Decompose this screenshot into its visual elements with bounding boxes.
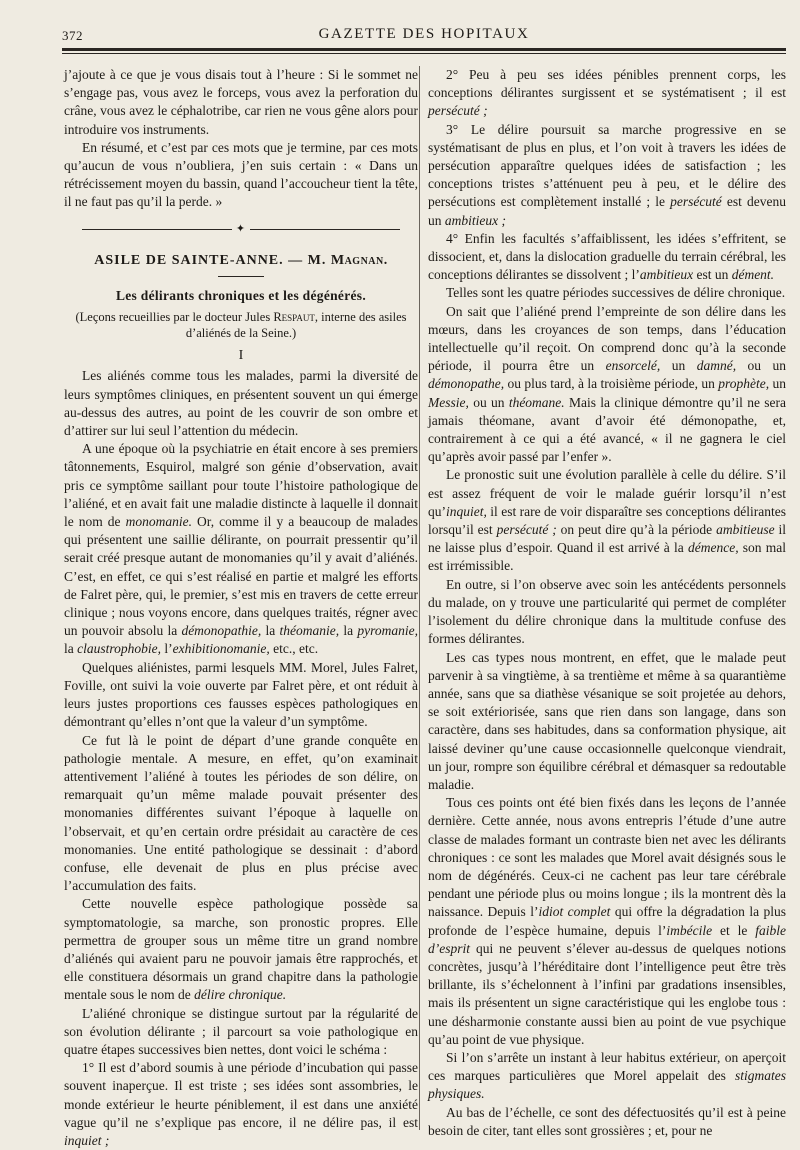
paragraph: Ce fut là le point de départ d’une grande conquête en pathologie mentale. A mesure, en effet, qu’on examinait attentivement l’aliéné à toutes les périodes de son délire, on remarquait qu’un même malade pouvait présenter des monomanies différentes suivant l’époque à laquelle on l’observait, et qu’en certain ordre présidait au caractère de ces monomanies. Une entité pathologique se dessinait : d’abord confuse, elle devenait de plus en plus précise avec l’accumulation des faits. <box>64 732 418 894</box>
paragraph: Au bas de l’échelle, ce sont des défectuosités qu’il est à peine besoin de citer, tant elles sont grossières ; et, pour ne <box>428 1104 786 1138</box>
left-column <box>64 66 418 1150</box>
text: 1° Il est d’abord soumis à une période d’incubation qui passe souvent inaperçue. Il est triste ; ses idées sont assombries, le monde extérieur le heurte péniblement, il est dans une anxiété vague qu’il ne s’explique pas encore, il ne délire pas, il est <box>64 1060 418 1130</box>
text: 3° Le délire poursuit sa marche progressive en se systématisant de plus en plus, et l’on voit à travers les idées de persécution apparaître quelques idées de satisfaction ; les conceptions tristes s’atténuent peu à peu, et le délire des persécutions est complètement installé ; le <box>428 121 786 210</box>
paragraph <box>428 1049 786 1104</box>
italic-term: inquiet, <box>446 503 487 519</box>
italic-term: claustrophobie, <box>77 641 161 657</box>
paragraph: j’ajoute à ce que je vous disais tout à l’heure : Si le sommet ne s’engage pas, vous avez le forceps, vous avez la perforation du crâne, vous avez le céphalotribe, car rien ne vous gêne alors pour introduire vos instruments. <box>64 67 418 137</box>
page-number: 372 <box>62 28 83 43</box>
italic-term: ambitieux ; <box>444 212 506 228</box>
text: il est rare de voir disparaître ses conceptions délirantes lorsqu’il est <box>428 503 786 538</box>
text: Cette nouvelle espèce pathologique possède sa symptomatologie, sa marche, son pronostic propres. Elle permettra de grouper sous un même titre un grand nombre d’aliénés qui avaient paru ne pouvoir jamais être rapprochés, et elle constituera désormais un grand chapitre dans la pathologie mentale sous le nom de <box>64 896 418 1003</box>
paragraph: En résumé, et c’est par ces mots que je termine, par ces mots qu’aucun de vous n’oubliera, j’en suis certain : « Dans un rétrécissement moyen du bassin, quand l’accoucheur tient la tête, il ne faut pas qu’il la perde. » <box>64 139 418 210</box>
paragraph <box>428 66 786 121</box>
lecture-note-text: interne des asiles d’aliénés de la Seine.) <box>185 310 407 341</box>
text: il ne laisse plus d’espoir. Quand il est arrivé à la <box>428 522 787 556</box>
paragraph <box>428 121 786 230</box>
right-column <box>428 66 786 1140</box>
page-header <box>62 20 786 42</box>
text: Le pronostic suit une évolution parallèle à celle du délire. S’il est assez fréquent de voir le malade guérir lorsqu’il n’est qu’ <box>428 467 786 519</box>
text: etc., etc. <box>273 641 319 657</box>
text: un <box>671 358 686 374</box>
text: la <box>265 623 276 639</box>
italic-term: dément. <box>731 267 775 283</box>
italic-term: Messie, <box>428 394 469 410</box>
paragraph <box>64 1059 418 1150</box>
italic-term: persécuté ; <box>496 522 557 538</box>
lecture-note <box>64 309 418 341</box>
italic-term: théomane. <box>508 394 565 410</box>
text: Tous ces points ont été bien fixés dans les leçons de l’année dernière. Cette année, nous avons entrepris l’étude d’une autre classe de malades formant un contraste bien net avec les délirants chroniques : ce sont les malades que Morel avait désignés sous le nom de dégénérés. Ceux-ci ne cachent pas leur tare cérébrale pendant une période plus ou moins longue ; ils la montrent dès la naissance. Depuis l’ <box>428 795 786 920</box>
paragraph <box>64 895 418 1004</box>
italic-term: démonopathe, <box>428 376 505 392</box>
text: A une époque où la psychiatrie en était encore à ses premiers tâtonnements, Esquirol, malgré son génie d’observation, avait pris ce symptôme saillant pour toute l’histoire pathologique de l’aliéné, et en avait fait une maladie distincte à laquelle il donnait le nom de <box>64 441 418 530</box>
italic-term: démence, <box>687 540 739 556</box>
italic-term: pyromanie, <box>357 623 418 639</box>
header-rule-thick <box>62 48 786 51</box>
italic-term: faible d’esprit <box>428 922 786 956</box>
text: ou un <box>747 358 787 374</box>
italic-term: démonopathie, <box>181 623 262 639</box>
text: et le <box>720 922 748 938</box>
text: ou plus tard, à la troisième période, un <box>507 376 715 392</box>
paragraph: En outre, si l’on observe avec soin les antécédents personnels du malade, on y trouve une particularité qui permet de compléter l’isolement du délire chronique dans la multitude confuse des formes délirantes. <box>428 576 786 647</box>
article-subtitle: Les délirants chroniques et les dégénérés. <box>115 288 367 304</box>
text: 4° Enfin les facultés s’affaiblissent, les idées s’effritent, se dissocient, et, dans la dislocation graduelle du terrain cérébral, les conceptions délirantes se dissolvent ; l’ <box>428 230 786 283</box>
lecture-author: Respaut, <box>273 310 318 325</box>
paragraph <box>428 230 786 285</box>
text: ou un <box>473 394 505 410</box>
italic-term: ambitieuse <box>716 522 775 538</box>
text: la <box>64 641 74 657</box>
italic-term: théomanie, <box>279 623 340 639</box>
text: est un <box>696 267 729 283</box>
paragraph: Quelques aliénistes, parmi lesquels MM. Morel, Jules Falret, Foville, ont suivi la voie ouverte par Falret père, et ont réduit à leurs justes proportions ces fausses espèces pathologiques en démontrant qu’elles n’ont que la valeur d’un symptôme. <box>64 659 418 730</box>
section-title-text: ASILE DE SAINTE-ANNE. — M. <box>94 252 327 268</box>
paragraph <box>428 466 786 575</box>
text: qui offre la dégradation la plus profonde de l’espèce humaine, depuis l’ <box>428 904 787 938</box>
paragraph: L’aliéné chronique se distingue surtout par la régularité de son évolution délirante ; il parcourt sa voie pathologique en quatre étapes successives bien nettes, dont voici le schéma : <box>64 1005 418 1057</box>
italic-term: stigmates physiques. <box>428 1068 786 1102</box>
column-divider <box>419 66 420 1130</box>
italic-term: ambitieux <box>639 267 694 283</box>
lecture-note-text: (Leçons recueillies par le docteur Jules <box>75 310 271 325</box>
text: son mal est irrémissible. <box>428 540 787 574</box>
header-rule-thin <box>62 53 786 54</box>
text: est devenu un <box>428 194 787 228</box>
italic-term: ensorcelé, <box>605 358 661 374</box>
italic-term: prophète, <box>718 376 770 392</box>
paragraph <box>428 303 786 467</box>
text: On sait que l’aliéné prend l’empreinte de son délire dans les mœurs, dans les croyances de son temps, dans l’éducation intellectuelle qu’il reçoit. On comprend donc qu’à la seconde période, il pourra être un <box>428 303 786 374</box>
italic-term: monomanie. <box>125 514 192 530</box>
section-title <box>64 252 418 270</box>
text: un <box>772 376 787 392</box>
italic-term: imbécile <box>666 922 713 938</box>
text: la <box>343 623 354 639</box>
paragraph: Les aliénés comme tous les malades, parmi la diversité de leurs symptômes cliniques, en présentent souvent un qui émerge au-dessus des autres, au point de les couvrir de son ombre et d’attirer sur lui seul l’attention du médecin. <box>64 368 418 439</box>
text: Or, comme il y a beaucoup de malades qui présentent une saillie délirante, on pourrait pressentir qu’il serait créé presque autant de monomanies qu’il y avait d’aliénés. C’est, en effet, ce qui s’est réalisé en partie et malgré les efforts de Falret père, qui, le premier, s’est mis en travers de cette erreur clinique ; nous voyons encore, dans quelques traités, régner avec un pouvoir absolu la <box>64 514 419 639</box>
paragraph <box>428 794 786 1049</box>
italic-term: délire chronique. <box>194 987 287 1003</box>
chapter-numeral: I <box>238 348 244 364</box>
title-rule <box>218 276 264 277</box>
section-author: Magnan. <box>330 252 388 268</box>
italic-term: damné, <box>696 358 737 374</box>
text: on peut dire qu’à la période <box>560 522 713 538</box>
italic-term: persécuté ; <box>428 103 488 119</box>
text: Mais la clinique démontre qu’il ne sera jamais théomane, avant d’avoir été démonopathe, et, contrairement à ce qui a été avancé, « il ne gagnera le ciel qu’après avoir passé par l’enfer ». <box>428 394 787 465</box>
text: qui ne peuvent s’élever au-dessus de quelques notions concrètes, jusqu’à l’héréditaire dont l’intelligence peut être très brillante, ils s’échelonnent à l’infini par gradations insensibles, mais ils présentent un signe caractéristique qui les englobe tous : une désharmonie constante aussi bien au point de vue psychique qu’au point de vue physique. <box>428 940 786 1047</box>
italic-term: idiot complet <box>538 904 611 920</box>
paragraph <box>64 440 418 658</box>
italic-term: exhibitionomanie, <box>172 641 270 657</box>
text: Si l’on s’arrête un instant à leur habitus extérieur, on aperçoit ces marques particulières que Morel appelait des <box>428 1049 786 1084</box>
italic-term: persécuté <box>670 194 722 210</box>
text: l’ <box>164 641 173 657</box>
paragraph: Telles sont les quatre périodes successives de délire chronique. <box>446 285 786 301</box>
section-separator: ✦ <box>64 220 418 238</box>
text: 2° Peu à peu ses idées pénibles prennent corps, les conceptions délirantes surgissent et se systématisent ; il est <box>428 67 786 101</box>
journal-title: GAZETTE DES HOPITAUX <box>318 26 530 42</box>
paragraph: Les cas types nous montrent, en effet, que le malade peut parvenir à sa vingtième, à sa trentième et même à sa quarantième année, sans que sa diathèse vésanique se soit projetée au dehors, se soit extériorisée, sans que rien dans son langage, dans son caractère, dans ses habitudes, dans sa conformation physique, ait laissé deviner qu’une cause occasionnelle quelconque viendrait, un jour, rompre son équilibre cérébral et démasquer sa redoutable maladie. <box>428 649 786 792</box>
italic-term: inquiet ; <box>64 1132 110 1148</box>
